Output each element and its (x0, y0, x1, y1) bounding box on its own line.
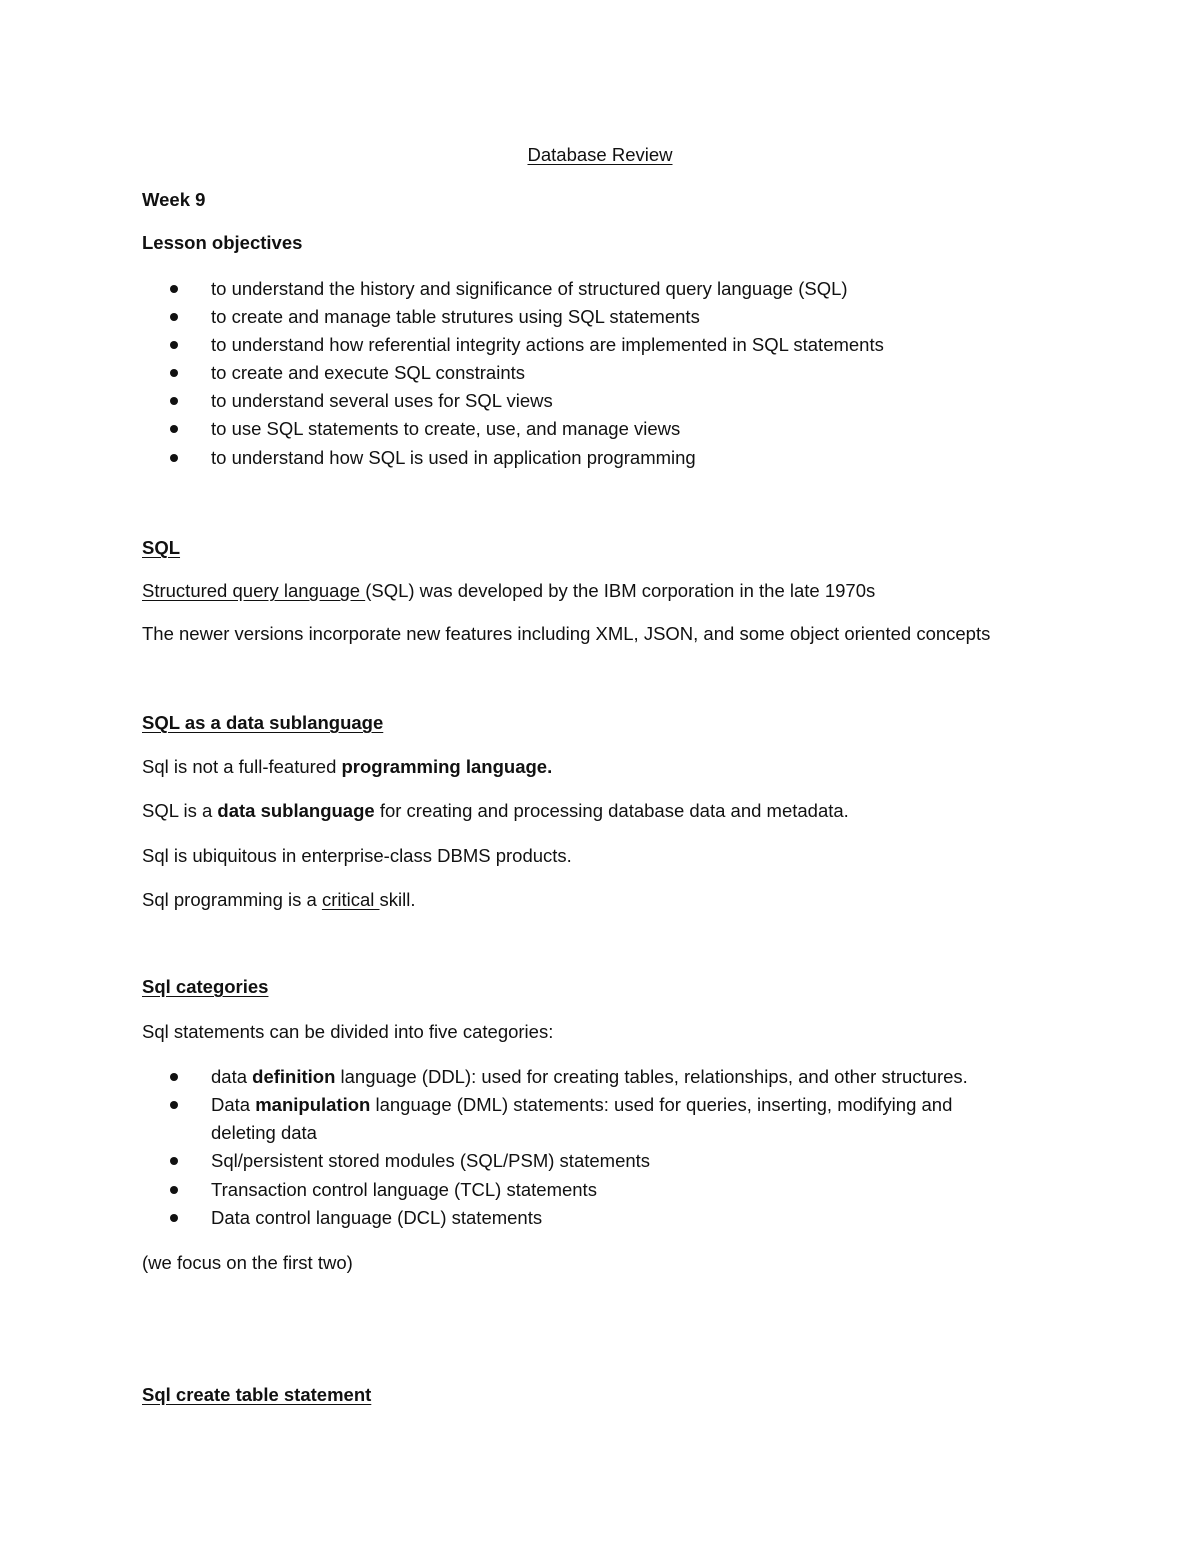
category-post: language (DDL): used for creating tables, relationships, and other structures. (335, 1066, 968, 1087)
bullet-icon (170, 1073, 178, 1081)
sublanguage-p4-underline: critical (321, 889, 380, 910)
list-item-text: to understand the history and significance of structured query language (SQL) (211, 278, 848, 299)
category-pre: Data (211, 1094, 256, 1115)
list-item-text (211, 1066, 968, 1088)
list-item-text: to understand several uses for SQL views (211, 390, 553, 411)
sublanguage-heading: SQL as a data sublanguage (142, 712, 384, 733)
category-pre: data (211, 1066, 253, 1087)
list-item-text: to create and execute SQL constraints (211, 362, 525, 383)
bullet-icon (170, 1214, 178, 1222)
objectives-heading: Lesson objectives (142, 232, 303, 253)
category-bold: manipulation (255, 1094, 371, 1115)
create-table-heading: Sql create table statement (142, 1384, 372, 1405)
sublanguage-p2-bold: data sublanguage (217, 800, 375, 821)
sublanguage-p1-text: Sql is not a full-featured (142, 756, 342, 777)
category-bold: definition (252, 1066, 336, 1087)
sublanguage-paragraph-4 (142, 889, 415, 911)
bullet-icon (170, 341, 178, 349)
sublanguage-p4-text: Sql programming is a (142, 889, 322, 910)
week-label: Week 9 (142, 189, 206, 210)
sublanguage-paragraph-2 (142, 800, 849, 822)
sql-history-paragraph (142, 580, 875, 602)
list-item-text: to create and manage table strutures using SQL statements (211, 306, 700, 327)
list-item-text: to understand how referential integrity actions are implemented in SQL statements (211, 334, 884, 355)
sublanguage-paragraph-1 (142, 756, 552, 778)
list-item-text: Data control language (DCL) statements (211, 1207, 543, 1228)
category-post: language (DML) statements: used for queries, inserting, modifying and (370, 1094, 953, 1115)
sublanguage-p2-rest: for creating and processing database data and metadata. (374, 800, 849, 821)
list-item-text: to understand how SQL is used in application programming (211, 447, 696, 468)
bullet-icon (170, 1101, 178, 1109)
categories-intro: Sql statements can be divided into five categories: (142, 1021, 554, 1042)
bullet-icon (170, 1186, 178, 1194)
document-title: Database Review (527, 144, 673, 165)
bullet-icon (170, 1157, 178, 1165)
sql-term: Structured query language (142, 580, 366, 601)
list-item-text (211, 1094, 952, 1116)
categories-note: (we focus on the first two) (142, 1252, 353, 1273)
list-item-text: to use SQL statements to create, use, and manage views (211, 418, 681, 439)
sql-history-text: (SQL) was developed by the IBM corporation in the late 1970s (365, 580, 876, 601)
sublanguage-p4-rest: skill. (379, 889, 416, 910)
bullet-icon (170, 397, 178, 405)
categories-heading: Sql categories (142, 976, 269, 997)
sql-heading: SQL (142, 537, 181, 558)
bullet-icon (170, 454, 178, 462)
bullet-icon (170, 313, 178, 321)
list-item-text: Transaction control language (TCL) statements (211, 1179, 597, 1200)
bullet-icon (170, 285, 178, 293)
list-item-continuation: deleting data (211, 1122, 317, 1143)
sublanguage-p2-text: SQL is a (142, 800, 218, 821)
bullet-icon (170, 369, 178, 377)
list-item-text: Sql/persistent stored modules (SQL/PSM) statements (211, 1150, 651, 1171)
sublanguage-p1-bold: programming language. (341, 756, 553, 777)
sql-versions-paragraph: The newer versions incorporate new features including XML, JSON, and some object oriented concepts (142, 623, 991, 644)
bullet-icon (170, 425, 178, 433)
sublanguage-paragraph-3: Sql is ubiquitous in enterprise-class DBMS products. (142, 845, 572, 866)
